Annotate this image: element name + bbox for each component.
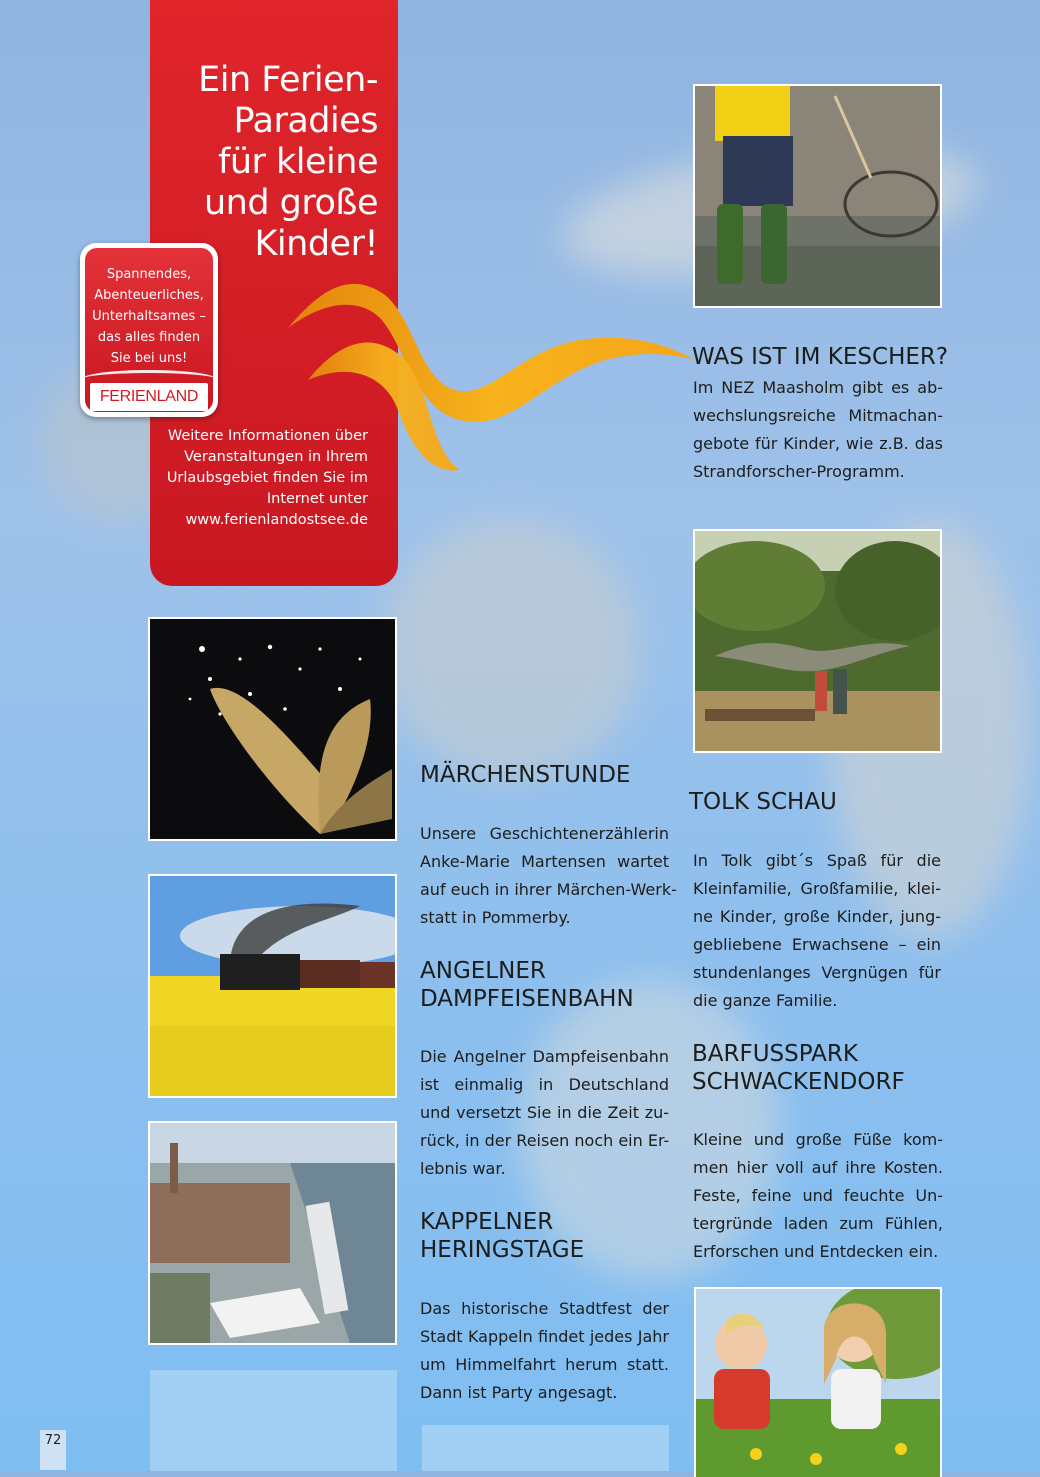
section-title-barfuss xyxy=(692,1040,905,1096)
headline-line: und große xyxy=(203,183,378,223)
title-line: WAS IST IM KESCHER? xyxy=(692,344,949,370)
title-line: KAPPELNER xyxy=(420,1209,554,1235)
text-line: die ganze Familie. xyxy=(693,991,838,1010)
info-line: Weitere Informationen über xyxy=(167,428,368,444)
title-line: HERINGSTAGE xyxy=(420,1237,585,1263)
text-line: men hier voll auf ihre Kosten. xyxy=(693,1158,943,1177)
text-line: lebnis war. xyxy=(420,1159,506,1178)
badge-inner xyxy=(85,248,213,412)
section-text-dampfeisenbahn xyxy=(420,1043,669,1183)
badge-line: das alles finden xyxy=(97,330,201,345)
text-line: Kleinfamilie, Großfamilie, klei- xyxy=(693,879,941,898)
badge-line: Spannendes, xyxy=(106,267,192,282)
text-line: um Himmelfahrt herum statt. xyxy=(420,1355,669,1374)
text-line: Unsere Geschichtenerzählerin xyxy=(420,824,669,843)
text-line: statt in Pommerby. xyxy=(420,908,571,927)
text-line: Kleine und große Füße kom- xyxy=(693,1130,943,1149)
section-title-maerchen xyxy=(420,761,630,789)
info-line: Urlaubsgebiet finden Sie im xyxy=(166,470,368,486)
section-text-barfuss xyxy=(693,1126,943,1266)
info-line: Veranstaltungen in Ihrem xyxy=(184,449,368,465)
decorative-box xyxy=(150,1370,397,1471)
text-line: gebliebene Erwachsene – ein xyxy=(693,935,941,954)
title-line: DAMPFEISENBAHN xyxy=(420,986,634,1012)
text-line: auf euch in ihrer Märchen-Werk- xyxy=(420,880,677,899)
text-line: Im NEZ Maasholm gibt es ab- xyxy=(693,378,943,397)
section-title-kescher xyxy=(692,343,948,371)
text-line: gebote für Kinder, wie z.B. das xyxy=(693,434,943,453)
headline-line: Paradies xyxy=(233,101,378,141)
text-line: rück, in der Reisen noch ein Er- xyxy=(420,1131,670,1150)
badge-text xyxy=(85,264,213,369)
ferienland-badge xyxy=(80,243,218,417)
text-line: Strandforscher-Programm. xyxy=(693,462,905,481)
photo-kids-in-meadow xyxy=(694,1287,942,1477)
photo-child-with-net xyxy=(693,84,942,308)
text-line: wechslungsreiche Mitmachan- xyxy=(693,406,943,425)
text-line: und versetzt Sie in die Zeit zu- xyxy=(420,1103,669,1122)
text-line: Das historische Stadtfest der xyxy=(420,1299,669,1318)
text-line: Dann ist Party angesagt. xyxy=(420,1383,618,1402)
headline xyxy=(138,60,378,265)
website-link[interactable]: www.ferienlandostsee.de xyxy=(185,512,368,528)
section-title-heringstage xyxy=(420,1208,584,1264)
section-text-maerchen xyxy=(420,820,677,932)
background-blur xyxy=(380,520,640,780)
text-line: In Tolk gibt´s Spaß für die xyxy=(693,851,941,870)
title-line: TOLK SCHAU xyxy=(689,789,837,815)
text-line: stundenlanges Vergnügen für xyxy=(693,963,941,982)
badge-line: Unterhaltsames – xyxy=(92,309,206,324)
section-text-kescher xyxy=(693,374,943,486)
photo-harbour-festival xyxy=(148,1121,397,1345)
text-line: Stadt Kappeln findet jedes Jahr xyxy=(420,1327,669,1346)
text-line: Feste, feine und feuchte Un- xyxy=(693,1186,943,1205)
headline-line: Kinder! xyxy=(254,224,378,264)
text-line: Anke-Marie Martensen wartet xyxy=(420,852,669,871)
photo-dinosaur-park xyxy=(693,529,942,753)
section-title-tolk xyxy=(689,788,837,816)
text-line: tergründe laden zum Fühlen, xyxy=(693,1214,943,1233)
title-line: BARFUSSPARK xyxy=(692,1041,858,1067)
text-line: Erforschen und Entdecken ein. xyxy=(693,1242,939,1261)
headline-line: für kleine xyxy=(218,142,378,182)
text-line: ist einmalig in Deutschland xyxy=(420,1075,669,1094)
title-line: SCHWACKENDORF xyxy=(692,1069,905,1095)
badge-line: Abenteuerliches, xyxy=(94,288,204,303)
info-line: Internet unter xyxy=(266,491,368,507)
decorative-box xyxy=(422,1425,669,1471)
text-line: ne Kinder, große Kinder, jung- xyxy=(693,907,941,926)
photo-steam-train xyxy=(148,874,397,1098)
section-text-tolk xyxy=(693,847,941,1015)
title-line: MÄRCHENSTUNDE xyxy=(420,762,631,788)
ferienland-logo: FERIENLAND xyxy=(90,383,208,411)
text-line: Die Angelner Dampfeisenbahn xyxy=(420,1047,669,1066)
photo-magic-book xyxy=(148,617,397,841)
badge-line: Sie bei uns! xyxy=(110,351,188,366)
section-title-dampfeisenbahn xyxy=(420,957,634,1013)
title-line: ANGELNER xyxy=(420,958,546,984)
headline-line: Ein Ferien- xyxy=(198,60,378,100)
page-number: 72 xyxy=(40,1430,66,1470)
orange-swoosh-graphic xyxy=(280,270,700,490)
section-text-heringstage xyxy=(420,1295,669,1407)
